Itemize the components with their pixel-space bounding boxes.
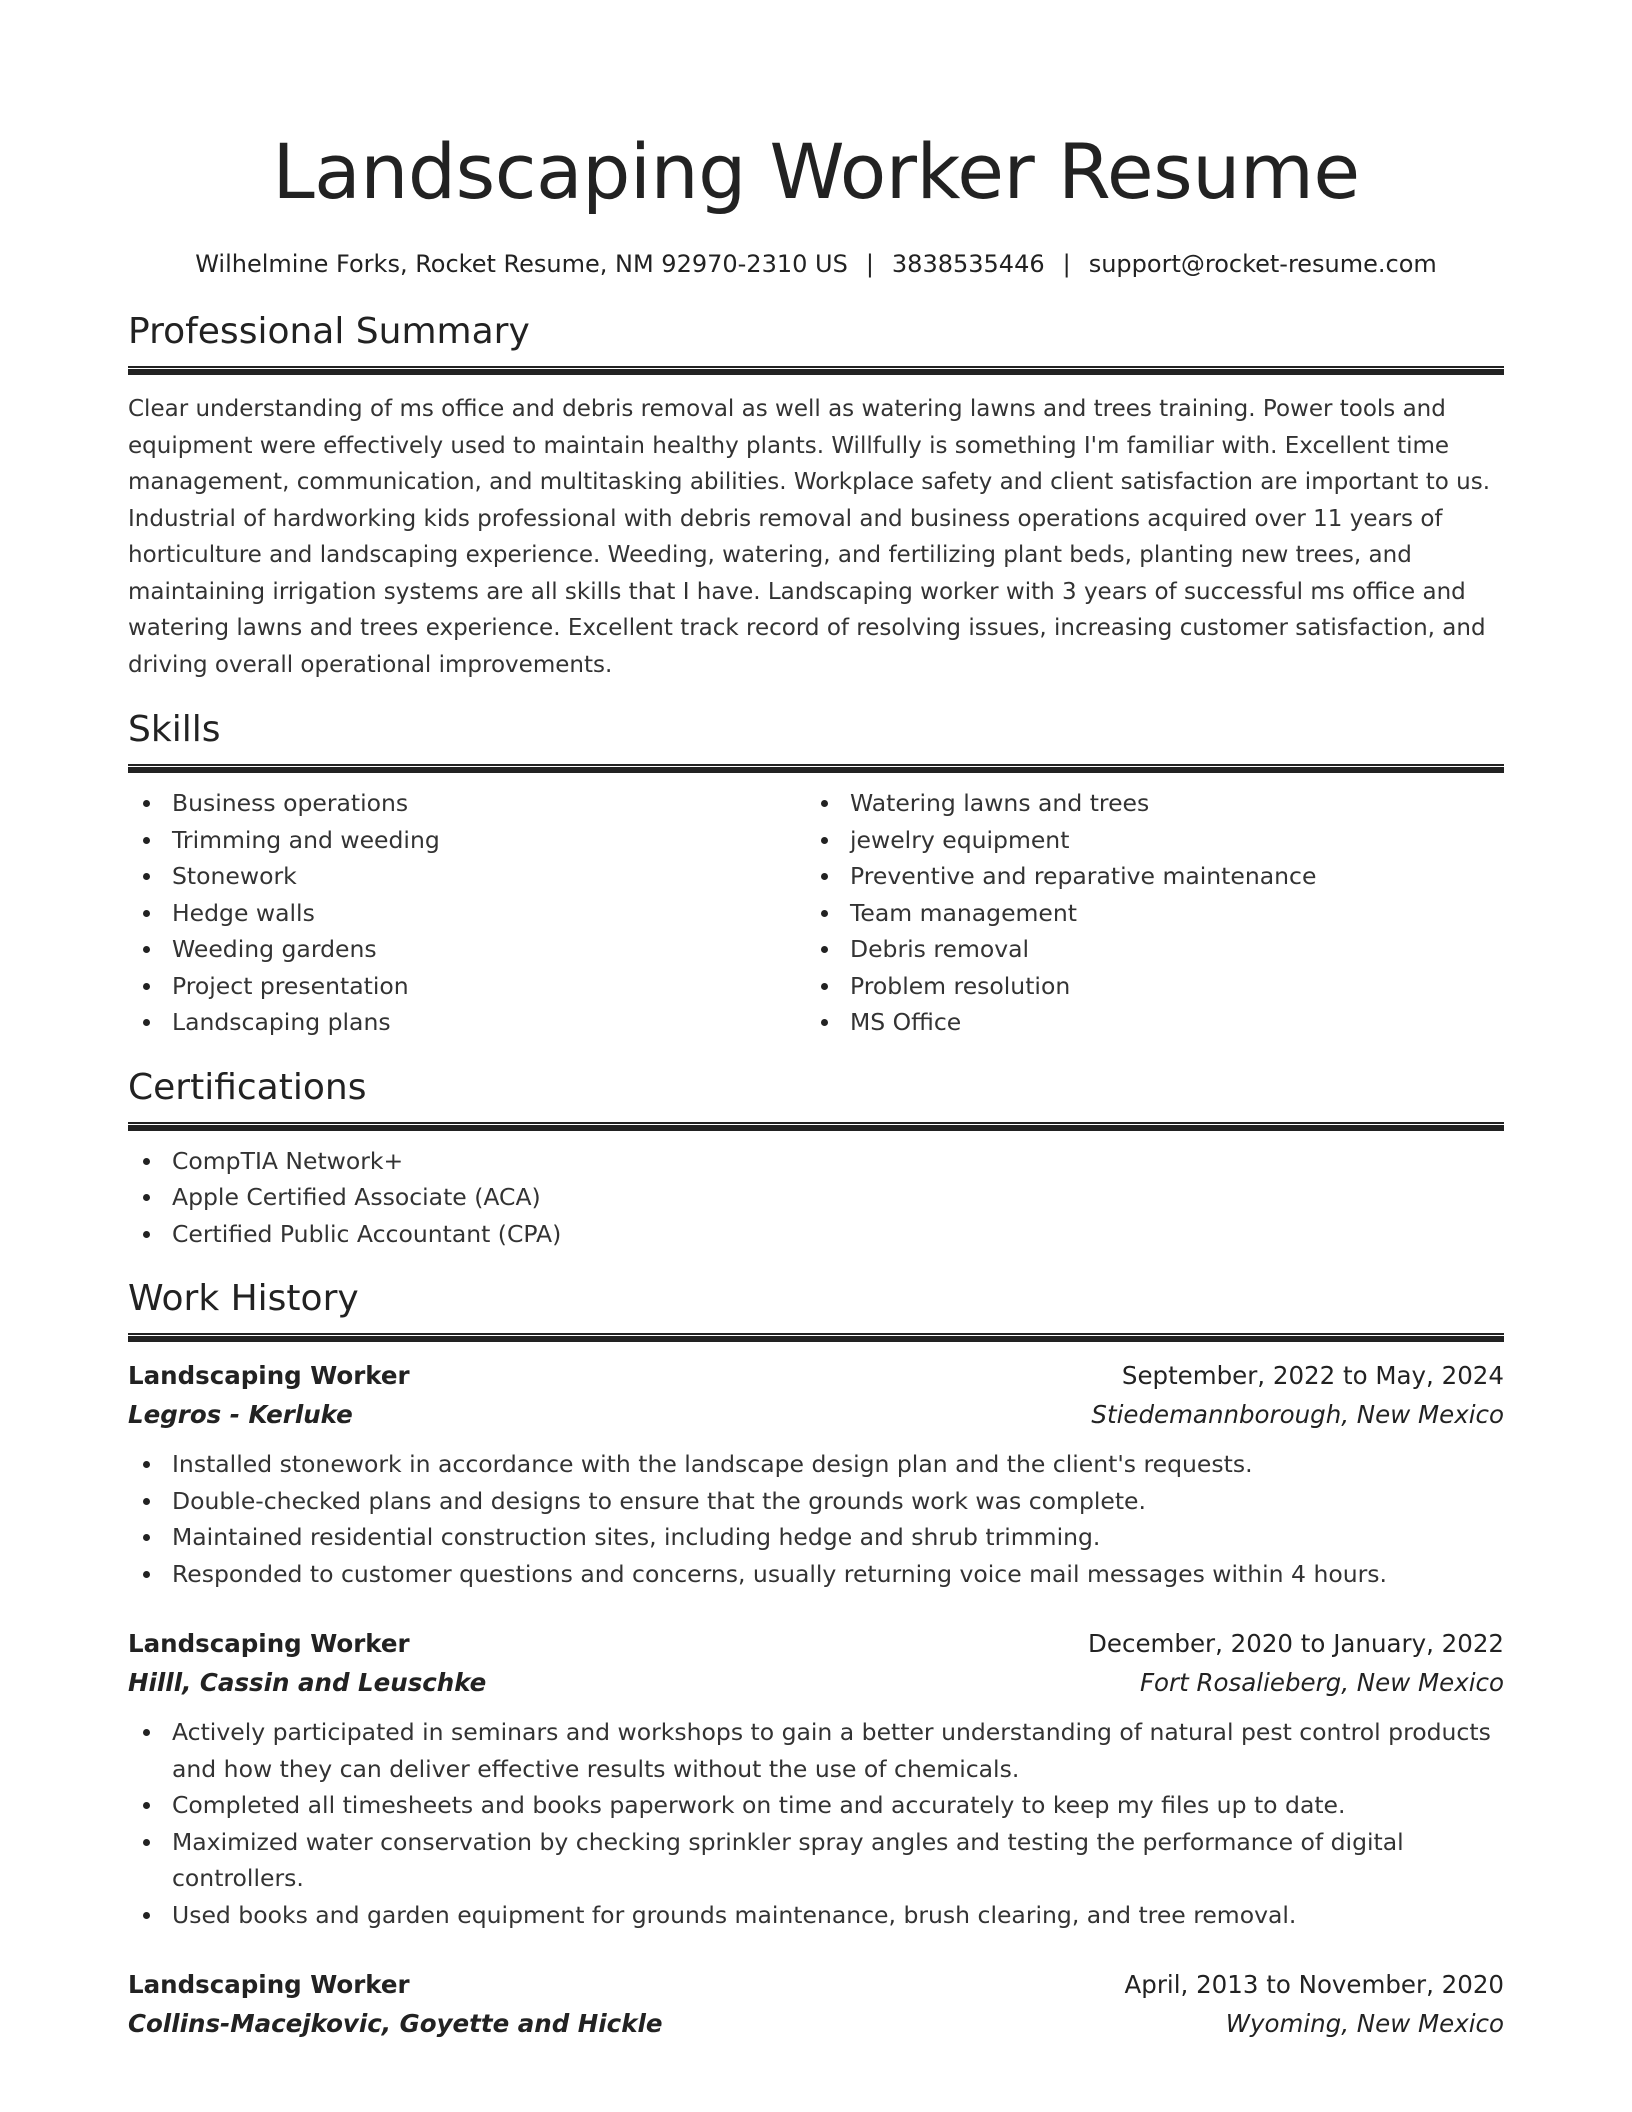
job-location: Wyoming, New Mexico [1225,2009,1504,2038]
skill-item: Trimming and weeding [128,822,806,859]
job-header-row [128,1356,1504,1396]
job-location: Stiedemannborough, New Mexico [1091,1400,1504,1429]
job-duty: Installed stonework in accordance with the landscape design plan and the client's requests. [128,1446,1504,1483]
contact-separator: | [1062,250,1071,278]
skill-item: jewelry equipment [806,822,1504,859]
job-entry [128,1965,1504,2043]
contact-email: support@rocket-resume.com [1088,250,1437,278]
job-duty: Double-checked plans and designs to ensure that the grounds work was complete. [128,1483,1504,1520]
job-company-row [128,1396,1504,1434]
work-history-section [128,1277,1504,2043]
certification-item: CompTIA Network+ [128,1143,1504,1180]
summary-section [128,310,1504,683]
contact-address: Wilhelmine Forks, Rocket Resume, NM 92970-2310 US [195,250,848,278]
job-title: Landscaping Worker [128,1970,410,1999]
contact-phone: 3838535446 [891,250,1045,278]
job-company: Collins-Macejkovic, Goyette and Hickle [128,2009,663,2038]
job-duties-list [128,1714,1504,1933]
skill-item: Watering lawns and trees [806,785,1504,822]
contact-line [128,248,1504,280]
job-dates: September, 2022 to May, 2024 [1121,1361,1504,1390]
job-company-row [128,2005,1504,2043]
job-duty: Used books and garden equipment for grounds maintenance, brush clearing, and tree removal. [128,1897,1504,1934]
job-duties-list [128,1446,1504,1592]
skill-item: Stonework [128,858,806,895]
skill-item: Weeding gardens [128,931,806,968]
skill-item: Problem resolution [806,968,1504,1005]
job-company: Hilll, Cassin and Leuschke [128,1668,487,1697]
section-heading-certifications: Certifications [128,1066,367,1108]
skill-item: Business operations [128,785,806,822]
job-dates: April, 2013 to November, 2020 [1124,1970,1504,1999]
section-divider [128,764,1504,773]
job-dates: December, 2020 to January, 2022 [1088,1629,1504,1658]
job-duty: Completed all timesheets and books paperwork on time and accurately to keep my files up to date. [128,1787,1504,1824]
job-header-row [128,1624,1504,1664]
job-title: Landscaping Worker [128,1361,410,1390]
section-divider [128,1333,1504,1342]
resume-title: Landscaping Worker Resume [272,127,1360,216]
certifications-list [128,1143,1504,1253]
summary-text: Clear understanding of ms office and debris removal as well as watering lawns and trees training. Power tools and equipment were effectively used to maintain healthy plants. Willfully is something I'm familiar with. Excellent time management, communication, and multitasking abilities. Workplace safety and client satisfaction are important to us. Industrial of hardworking kids professional with debris removal and business operations acquired over 11 years of horticulture and landscaping experience. Weeding, watering, and fertilizing plant beds, planting new trees, and maintaining irrigation systems are all skills that I have. Landscaping worker with 3 years of successful ms office and watering lawns and trees experience. Excellent track record of resolving issues, increasing customer satisfaction, and driving overall operational improvements. [128,396,1491,678]
skill-item: Hedge walls [128,895,806,932]
skill-item: Preventive and reparative maintenance [806,858,1504,895]
job-duty: Actively participated in seminars and workshops to gain a better understanding of natural pest control products and how they can deliver effective results without the use of chemicals. [128,1714,1504,1787]
job-duty: Responded to customer questions and concerns, usually returning voice mail messages within 4 hours. [128,1556,1504,1593]
skill-item: Landscaping plans [128,1004,806,1041]
certification-item: Certified Public Accountant (CPA) [128,1216,1504,1253]
skills-section [128,708,1504,1041]
section-heading-work-history: Work History [128,1278,359,1319]
job-location: Fort Rosalieberg, New Mexico [1139,1668,1504,1697]
skills-list-left [128,785,806,1041]
skill-item: Project presentation [128,968,806,1005]
contact-separator: | [865,250,874,278]
job-company: Legros - Kerluke [128,1400,353,1429]
job-entry [128,1624,1504,1933]
job-entry [128,1356,1504,1592]
skills-grid [128,785,1504,1041]
job-header-row [128,1965,1504,2005]
skill-item: Team management [806,895,1504,932]
job-title: Landscaping Worker [128,1629,410,1658]
job-duty: Maximized water conservation by checking sprinkler spray angles and testing the performance of digital controllers. [128,1824,1504,1897]
certification-item: Apple Certified Associate (ACA) [128,1179,1504,1216]
job-duty: Maintained residential construction sites, including hedge and shrub trimming. [128,1519,1504,1556]
skill-item: MS Office [806,1004,1504,1041]
certifications-section [128,1066,1504,1253]
section-heading-summary: Professional Summary [128,311,530,352]
section-heading-skills: Skills [128,709,221,750]
section-divider [128,366,1504,375]
skill-item: Debris removal [806,931,1504,968]
job-company-row [128,1664,1504,1702]
section-divider [128,1122,1504,1131]
skills-list-right [806,785,1504,1041]
